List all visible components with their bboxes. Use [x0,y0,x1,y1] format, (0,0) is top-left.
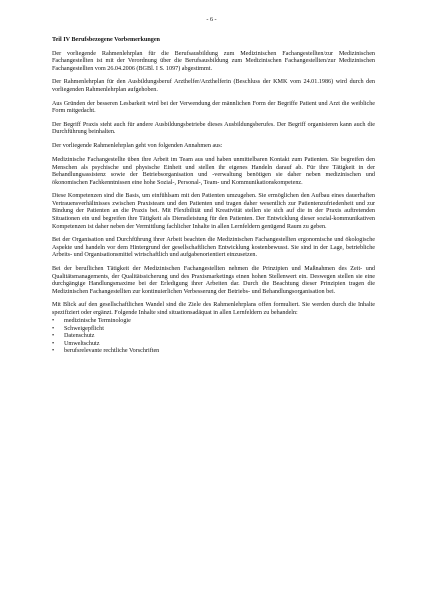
list-item-label: Umweltschutz [64,340,100,347]
list-item [52,348,375,356]
list-item [52,318,375,326]
page-content [52,37,375,356]
paragraph-social-change: Mit Blick auf den gesellschaftlichen Wandel sind die Ziele des Rahmenlehrplans offen formuliert. Sie werden durch die Inhalte spezifiziert oder ergänzt. Folgende Inhalte sind situationsadäquat in allen Lernfeldern zu behandeln: [52,302,375,316]
bullet-icon: • [52,340,55,347]
list-item-label: Datenschutz [64,333,95,340]
section-heading: Teil IV Berufsbezogene Vorbemerkungen [52,37,160,43]
list-item [52,333,375,341]
list-item-label: Schweigepflicht [64,325,104,332]
paragraph-competences: Diese Kompetenzen sind die Basis, um einfühlsam mit den Patienten umzugehen. Sie ermöglichen den Aufbau eines dauerhaften Vertrauensverhältnisses zwischen Praxisteam und den Patienten und tragen daher wesentlich zur Patientenzufriedenheit und zur Bindung der Patienten an die Praxis bei. Mit Flexibilität und Kreativität stellen sie sich auf die in der Praxis auftretenden Situationen ein und begreifen ihre Tätigkeit als Dienstleistung für den Patienten. Der Entwicklung dieser sozial-kommunikativen Kompetenzen ist daher neben der Vermittlung fachlicher Inhalte in allen Lernfeldern genügend Raum zu geben. [52,193,375,230]
list-item [52,326,375,334]
paragraph-assumptions-intro: Der vorliegende Rahmenlehrplan geht von folgenden Annahmen aus: [52,143,223,150]
paragraph-organisation: Bei der Organisation und Durchführung ihrer Arbeit beachten die Medizinischen Fachangestellten ergonomische und ökologische Aspekte und handeln vor dem Hintergrund der gesellschaftlichen Entwicklung kostenbewusst. Sie sind in der Lage, betriebliche Arbeits- und Organisationsmittel wirtschaftlich und aufgabenorientiert einzusetzen. [52,237,375,259]
bullet-icon: • [52,318,55,325]
paragraph-gender-note: Aus Gründen der besseren Lesbarkeit wird bei der Verwendung der männlichen Form der Begriffe Patient und Arzt die weibliche Form mitgedacht. [52,100,375,115]
paragraph-teamwork: Medizinische Fachangestellte üben ihre Arbeit im Team aus und haben unmittelbaren Kontakt zum Patienten. Sie begreifen den Menschen als psychische und physische Einheit und stellen ihr eigenes Handeln darauf ab. Für ihre Tätigkeit in der Behandlungsassistenz sowie der Betriebsorganisation und -verwaltung benötigen sie daher neben medizinischen und ökonomischen Fachkenntnissen eine hohe Sozial-, Personal-, Team- und Kommunikationskompetenz. [52,156,375,186]
paragraph-quality-management: Bei der beruflichen Tätigkeit der Medizinischen Fachangestellten nehmen die Prinzipien und Maßnahmen des Zeit- und Qualitätsmanagements, der Qualitätssicherung und des Praxismarketings einen hohen Stellenwert ein. Deswegen stellen sie eine durchgängige Handlungsmaxime bei der Erledigung ihrer Arbeiten dar. Durch die Beachtung dieser Prinzipien tragen die Medizinischen Fachangestellten zur kontinuierlichen Verbesserung der Betriebs- und Behandlungsorganisation bei. [52,266,375,295]
paragraph-regulation: Der vorliegende Rahmenlehrplan für die Berufsausbildung zum Medizinischen Fachangestellten/zur Medizinischen Fachangestellten ist mit der Verordnung über die Berufsausbildung zum Medizinischen Fachangestellten/zur Medizinischen Fachangestellten vom 26.04.2006 (BGBl. I S. 1097) abgestimmt. [52,50,375,72]
page-number: - 6 - [206,17,217,23]
list-item-label: berufsrelevante rechtliche Vorschriften [64,348,160,355]
bullet-icon: • [52,348,55,355]
bullet-icon: • [52,333,55,340]
list-item-label: medizinische Terminologie [64,318,131,325]
paragraph-repeal: Der Rahmenlehrplan für den Ausbildungsberuf Arzthelfer/Arzthelferin (Beschluss der KMK vom 24.01.1986) wird durch den vorliegenden Rahmenlehrplan aufgehoben. [52,79,375,93]
bullet-icon: • [52,325,55,332]
paragraph-practice-term: Der Begriff Praxis steht auch für andere Ausbildungsbetriebe dieses Ausbildungsberufes. Der Begriff organisieren kann auch die Durchführung beinhalten. [52,121,375,136]
content-topics-list [52,318,375,356]
